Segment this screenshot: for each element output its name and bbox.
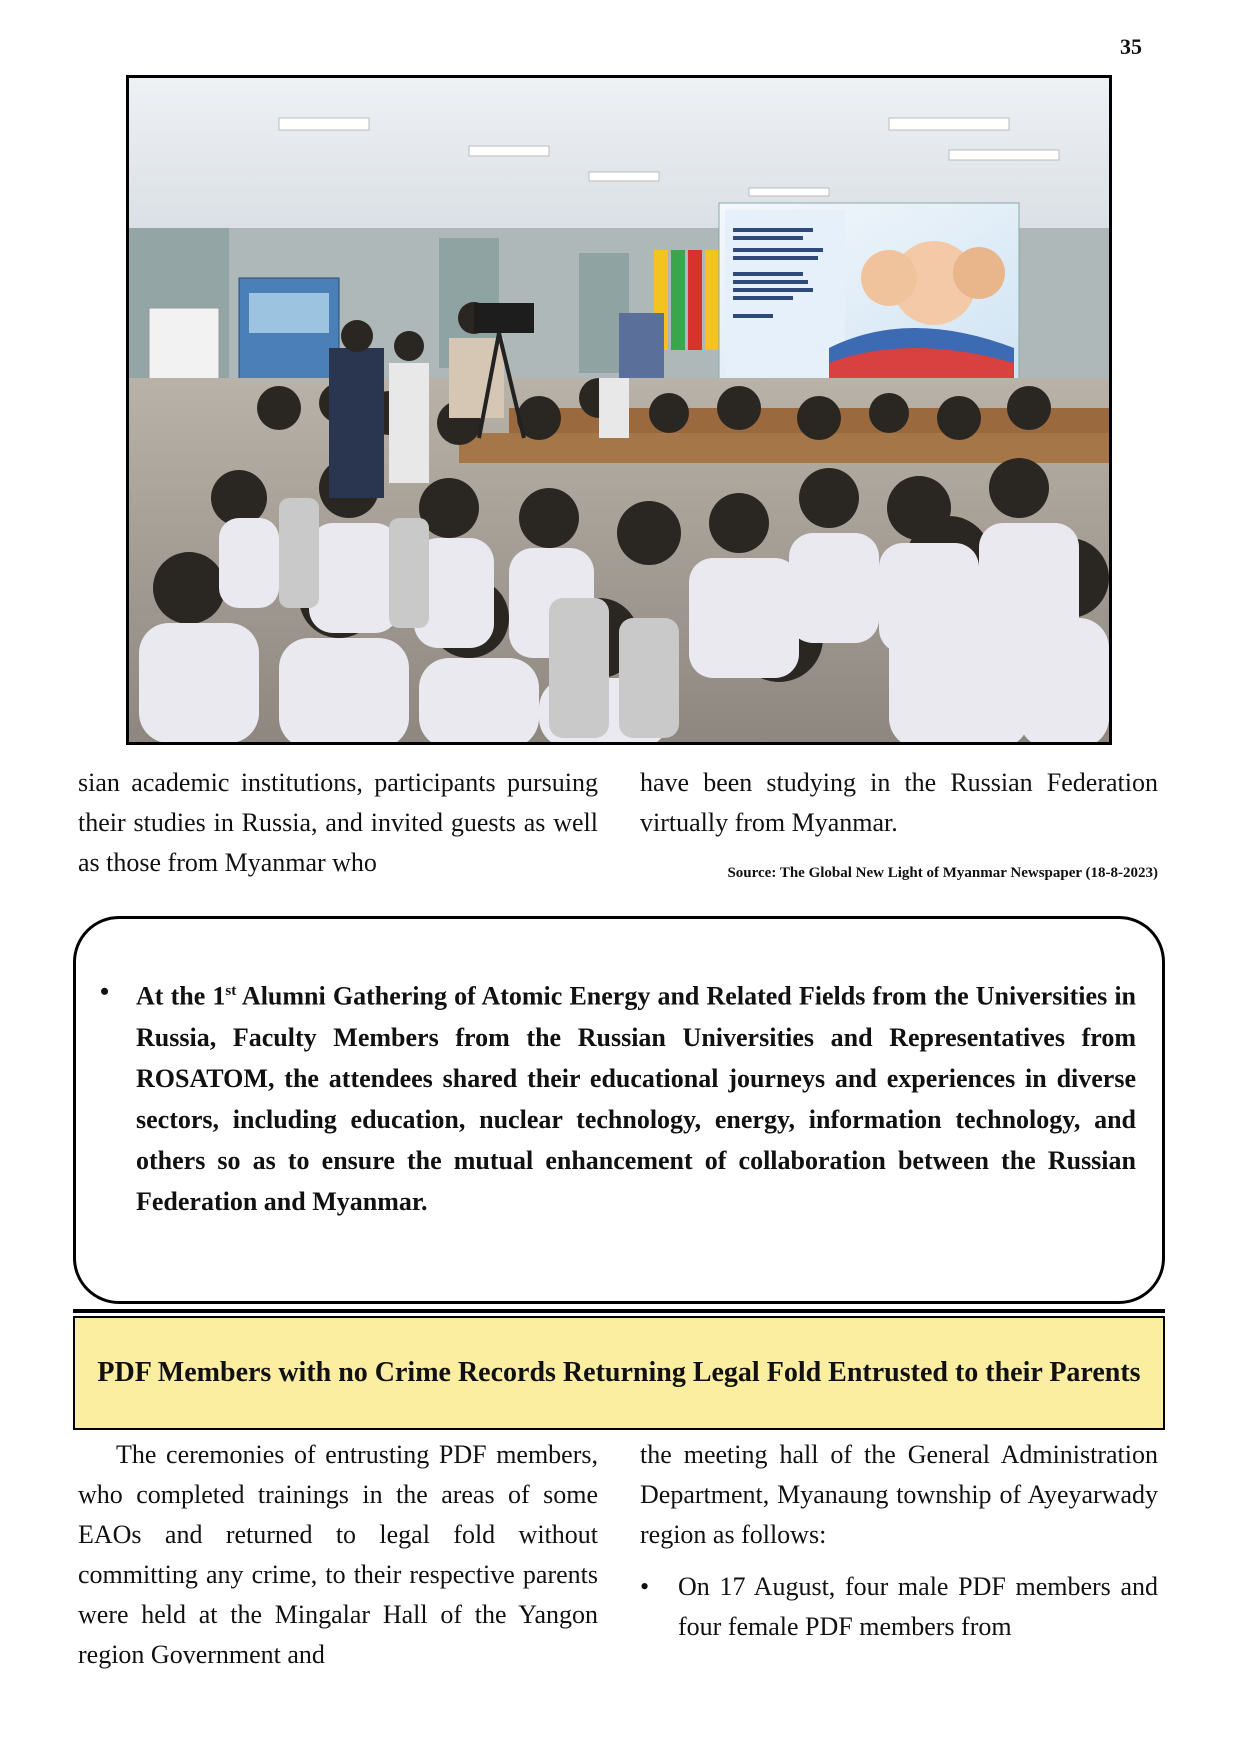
list-item-text: On 17 August, four male PDF members and four female PDF members from [678, 1572, 1158, 1641]
article1-col2-paragraph: have been studying in the Russian Federation virtually from Myanmar. [640, 768, 1158, 837]
list-item [640, 1567, 1158, 1647]
callout-box [73, 916, 1165, 1304]
conference-photo [126, 75, 1112, 745]
article-headline: PDF Members with no Crime Records Returning Legal Fold Entrusted to their Parents [97, 1357, 1141, 1388]
page-number: 35 [1120, 34, 1142, 59]
article2-col2-paragraph: the meeting hall of the General Administration Department, Myanaung township of Ayeyarwady region as follows: [640, 1440, 1158, 1549]
callout-text-rest: Alumni Gathering of Atomic Energy and Related Fields from the Universities in Russia, Faculty Members from the Russian Universities and Representatives from ROSATOM, the attendees shared their educational journeys and experiences in diverse sectors, including education, nuclear technology, energy, information technology, and others so as to ensure the mutual enhancement of collaboration between the Russian Federation and Myanmar. [136, 981, 1137, 1216]
bullet-icon: • [100, 977, 110, 1006]
ordinal-suffix: st [225, 983, 237, 999]
source-credit: Source: The Global New Light of Myanmar Newspaper (18-8-2023) [727, 865, 1158, 881]
callout-bullet-item [100, 971, 1137, 1222]
section-divider [73, 1309, 1165, 1313]
article1-column-1 [78, 763, 598, 883]
article2-column-1 [78, 1435, 598, 1675]
bullet-icon: • [640, 1572, 650, 1601]
article1-column-2 [640, 763, 1158, 843]
article2-column-2 [640, 1435, 1158, 1647]
callout-text-start: At the 1 [136, 981, 226, 1011]
article2-col1-paragraph: The ceremonies of entrusting PDF members, who completed trainings in the areas of some EAOs and returned to legal fold without committing any crime, to their respective parents were held at the Mingalar Hall of the Yangon region Government and [78, 1440, 598, 1669]
article-headline-box [73, 1316, 1165, 1430]
article1-col1-paragraph: sian academic institutions, participants pursuing their studies in Russia, and invited guests as well as those from Myanmar who [78, 768, 598, 877]
